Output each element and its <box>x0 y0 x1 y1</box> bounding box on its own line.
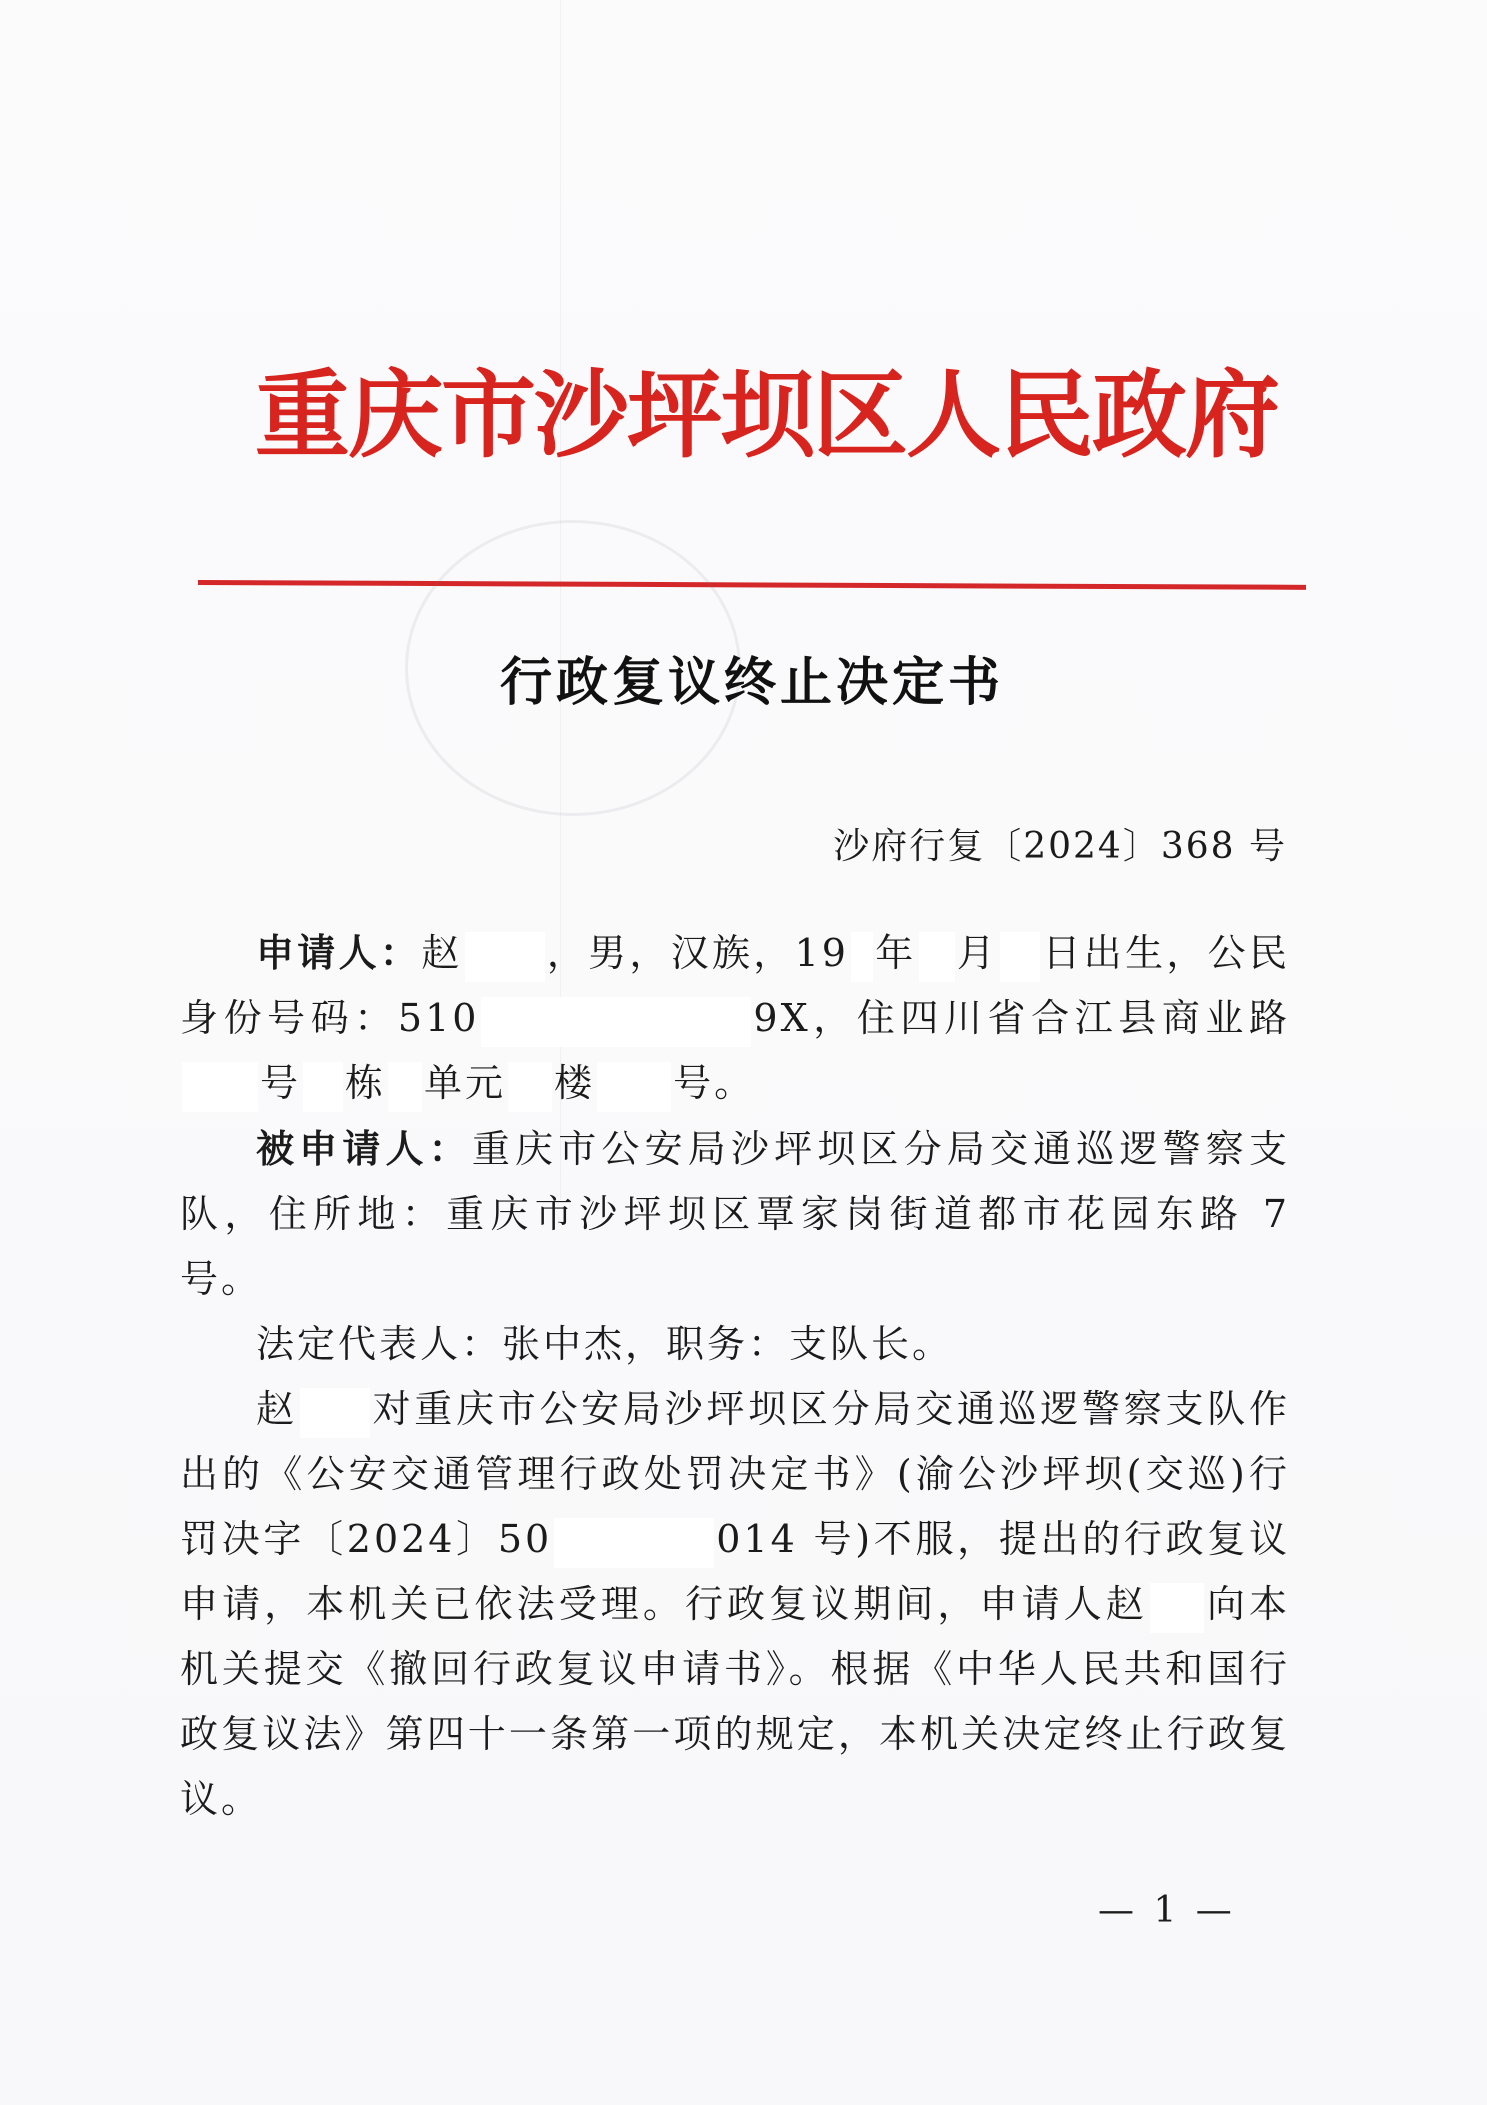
applicant-paragraph <box>180 920 1290 1116</box>
decision-text-2: 对重庆市公安局沙坪坝区分局交通巡逻警察支队作出的《公安交通管理行政处罚决定书》(渝公沙坪坝(交巡)行罚决字〔2024〕50 <box>180 1387 1290 1561</box>
redaction-box <box>1000 932 1040 982</box>
applicant-text-2: ，男，汉族，19 <box>546 931 849 975</box>
redaction-box <box>1150 1583 1204 1633</box>
redaction-box <box>919 932 955 982</box>
applicant-text-10: 楼 <box>554 1061 596 1105</box>
redaction-box <box>182 1062 258 1112</box>
applicant-text-4: 月 <box>956 931 999 975</box>
decision-text-3: 014 号)不服，提出的行政复议申请，本机关已依法受理。行政复议期间，申请人赵 <box>180 1517 1291 1626</box>
applicant-text-3: 年 <box>874 931 917 975</box>
applicant-label: 申请人： <box>256 930 422 975</box>
respondent-label: 被申请人： <box>256 1126 472 1171</box>
representative-paragraph: 法定代表人：张中杰，职务：支队长。 <box>256 1322 954 1366</box>
redaction-box <box>597 1062 671 1112</box>
applicant-text-7: 号 <box>260 1061 302 1105</box>
respondent-text: 重庆市公安局沙坪坝区分局交通巡逻警察支队，住所地：重庆市沙坪坝区覃家岗街道都市花园东路 7 号。 <box>180 1127 1290 1301</box>
page-number: — 1 — <box>1098 1890 1236 1931</box>
redaction-box <box>554 1518 714 1568</box>
red-separator-line <box>198 580 1306 590</box>
redaction-box <box>465 932 545 982</box>
redaction-box <box>303 1062 343 1112</box>
redaction-box <box>300 1388 370 1438</box>
applicant-text-11: 号。 <box>673 1061 756 1105</box>
issuing-agency-header: 重庆市沙坪坝区人民政府 <box>255 360 1279 471</box>
respondent-paragraph <box>180 1116 1290 1312</box>
redaction-box <box>388 1062 422 1112</box>
document-body <box>180 920 1290 1832</box>
decision-text-1: 赵 <box>256 1387 298 1431</box>
document-number: 沙府行复〔2024〕368 号 <box>833 826 1287 867</box>
applicant-text-6: 9X，住四川省合江县商业路 <box>753 996 1291 1040</box>
document-title: 行政复议终止决定书 <box>500 652 1005 713</box>
decision-text-4: 向本机关提交《撤回行政复议申请书》。根据《中华人民共和国行政复议法》第四十一条第一项的规定，本机关决定终止行政复议。 <box>180 1582 1290 1821</box>
redaction-box <box>481 997 751 1047</box>
applicant-text-9: 单元 <box>424 1061 507 1105</box>
applicant-text-8: 栋 <box>345 1061 387 1105</box>
decision-paragraph <box>180 1377 1290 1832</box>
redaction-box <box>508 1062 552 1112</box>
redaction-box <box>851 932 873 982</box>
applicant-text-5: 日出生，公民身份号码：510 <box>180 931 1290 1040</box>
applicant-text-1: 赵 <box>421 931 463 975</box>
